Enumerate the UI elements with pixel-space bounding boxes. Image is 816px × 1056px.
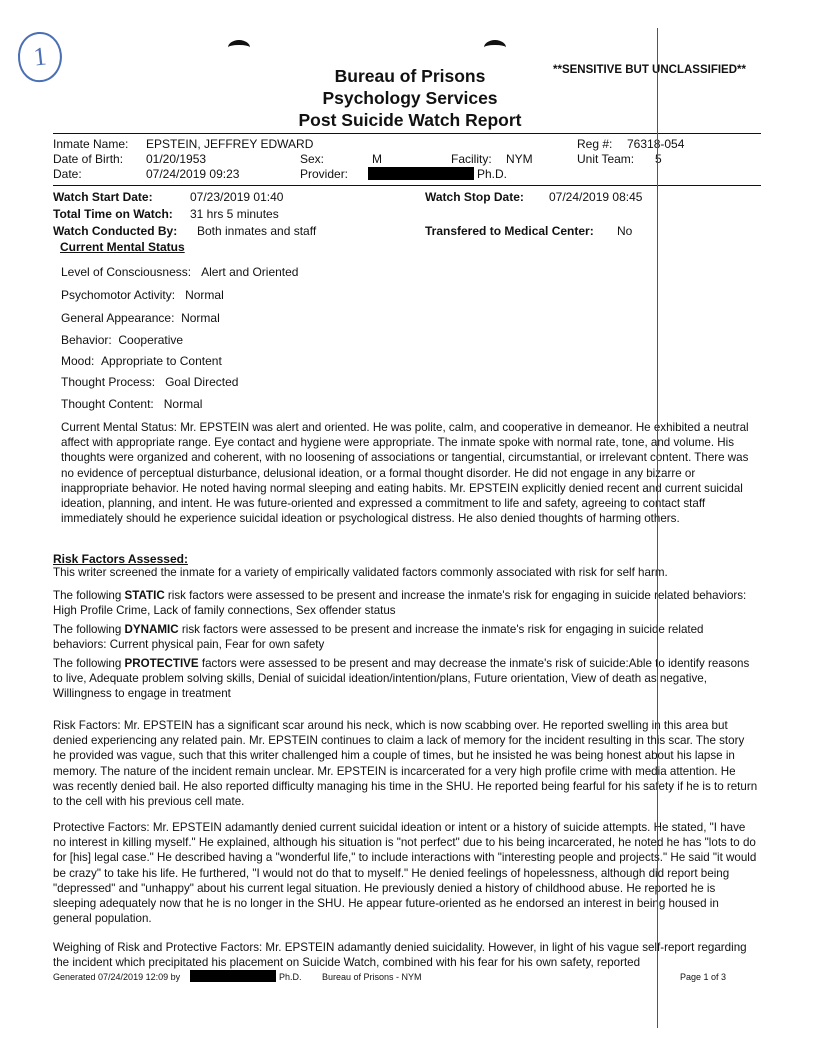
header-report-title: Post Suicide Watch Report <box>298 110 522 130</box>
mse-value: Normal <box>163 397 203 411</box>
facility-value: NYM <box>506 152 533 166</box>
header-agency: Bureau of Prisons <box>334 66 486 86</box>
dob-label: Date of Birth: <box>53 152 124 166</box>
mse-thought-process <box>61 375 238 389</box>
mse-label: Level of Consciousness: <box>61 265 192 279</box>
watch-stop-value: 07/24/2019 08:45 <box>549 190 643 204</box>
watch-start-value: 07/23/2019 01:40 <box>190 190 284 204</box>
footer-credential: Ph.D. <box>279 972 302 982</box>
mse-label: Thought Process: <box>61 375 156 389</box>
classification-banner: **SENSITIVE BUT UNCLASSIFIED** <box>553 64 746 76</box>
dob-value: 01/20/1953 <box>146 152 207 166</box>
protective-list: factors were assessed to be present and may decrease the inmate's risk of suicide:Able to identify reasons to live, Adequate problem solving skills, Denial of suicidal ideation/intention/plans, Future orientation, View of death as negative, Willingness to engage in treatment <box>53 657 750 701</box>
dynamic-pre: The following <box>53 623 125 636</box>
mse-label: General Appearance: <box>61 311 175 325</box>
mse-label: Behavior: <box>61 333 112 347</box>
header-department: Psychology Services <box>322 88 498 108</box>
total-time-label: Total Time on Watch: <box>53 207 173 221</box>
reg-label: Reg #: <box>577 137 613 151</box>
protective-keyword: PROTECTIVE <box>124 657 199 670</box>
protective-pre: The following <box>53 657 125 670</box>
transfer-value: No <box>617 224 633 238</box>
conducted-by-value: Both inmates and staff <box>197 224 317 238</box>
dynamic-keyword: DYNAMIC <box>124 623 179 636</box>
static-list: risk factors were assessed to be present and increase the inmate's risk for engaging in suicide related behaviors: High Profile Crime, Lack of family connections, Sex offender status <box>53 589 747 618</box>
mental-status-narrative: Current Mental Status: Mr. EPSTEIN was alert and oriented. He was polite, calm, and cooperative in demeanor. He exhibited a neutral affect with appropriate range. Eye contact and hygiene were appropriate. The inmate spoke with normal rate, tone, and volume. His thoughts were organized and coherent, with no loosening of associations or tangential, circumstantial, or irrelevant content. There was no evidence of perceptual disturbance, delusional ideation, or a formal thought disorder. He did not engage in any bizarre or inappropriate behavior. He noted having normal sleeping and eating habits. Mr. EPSTEIN explicitly denied recent and current suicidal ideation, planning, and intent. He was future-oriented and expressed a commitment to life and safety, agreeing to contact staff immediately should he experience suicidal ideation or psychological distress. He also denied thoughts of harming others. <box>61 421 749 526</box>
footer-generated: Generated 07/24/2019 12:09 by <box>53 972 181 982</box>
redaction-bar-footer <box>190 970 276 982</box>
unit-team-value: 5 <box>655 152 662 166</box>
inmate-name: EPSTEIN, JEFFREY EDWARD <box>146 137 314 151</box>
mental-status-heading: Current Mental Status <box>60 240 185 254</box>
punch-hole-left <box>228 40 250 55</box>
static-pre: The following <box>53 589 125 602</box>
mse-appearance <box>61 311 220 325</box>
mse-value: Normal <box>185 288 224 302</box>
weighing-paragraph: Weighing of Risk and Protective Factors: Mr. EPSTEIN adamantly denied suicidality. However, in light of his vague self-report regarding the incident which precipitated his placement on Suicide Watch, combined with his fear for his own safety, reported <box>53 941 747 970</box>
risk-intro: This writer screened the inmate for a variety of empirically validated factors commonly associated with risk for self harm. <box>53 566 668 579</box>
mse-value: Goal Directed <box>165 375 239 389</box>
mse-label: Mood: <box>61 354 95 368</box>
inmate-name-label: Inmate Name: <box>53 137 129 151</box>
provider-credential: Ph.D. <box>477 167 508 181</box>
mse-psychomotor <box>61 288 224 302</box>
facility-label: Facility: <box>451 152 492 166</box>
total-time-value: 31 hrs 5 minutes <box>190 207 279 221</box>
info-rule <box>53 185 761 186</box>
provider-label: Provider: <box>300 167 349 181</box>
unit-team-label: Unit Team: <box>577 152 635 166</box>
watch-stop-label: Watch Stop Date: <box>425 190 524 204</box>
footer-page-number: Page 1 of 3 <box>680 972 727 982</box>
sex-value: M <box>372 152 382 166</box>
protective-narrative: Protective Factors: Mr. EPSTEIN adamantly denied current suicidal ideation or intent or a history of suicide attempts. He stated, "I have no interest in killing myself." He explained, although his situation is "not perfect" due to his being incarcerated, he noted he has "lots to do for [his] legal case." He described having a "wonderful life," to include interactions with "interesting people and projects." He said "it would be crazy" to take his life. He furthered, "I would not do that to myself." He denied feelings of hopelessness, although did report being "depressed" and "unhappy" about his current legal situation. He previously denied a history of childhood abuse. He reported he is sleeping adequately now that he is no longer in the SHU. He appear future-oriented as he endorsed an interest in being housed in general population. <box>53 821 757 926</box>
static-factors <box>53 588 759 618</box>
mse-value: Cooperative <box>118 333 184 347</box>
reg-number: 76318-054 <box>627 137 685 151</box>
redaction-bar-provider <box>368 167 474 180</box>
mse-value: Appropriate to Content <box>101 354 222 368</box>
date-label: Date: <box>53 167 82 181</box>
date-value: 07/24/2019 09:23 <box>146 167 240 181</box>
header-rule <box>53 133 761 134</box>
transfer-label: Transfered to Medical Center: <box>425 224 594 238</box>
page-mark-text: 1 <box>31 41 48 72</box>
watch-start-label: Watch Start Date: <box>53 190 153 204</box>
mse-value: Normal <box>181 311 220 325</box>
static-keyword: STATIC <box>124 589 165 602</box>
mse-consciousness <box>61 265 298 279</box>
handwritten-page-mark <box>16 30 65 84</box>
conducted-by-label: Watch Conducted By: <box>53 224 178 238</box>
dynamic-factors <box>53 622 759 652</box>
risk-heading: Risk Factors Assessed: <box>53 552 188 566</box>
protective-factors <box>53 656 759 702</box>
mse-label: Thought Content: <box>61 397 154 411</box>
mse-label: Psychomotor Activity: <box>61 288 176 302</box>
risk-narrative: Risk Factors: Mr. EPSTEIN has a significant scar around his neck, which is now scabbing over. He reported swelling in this area but denied experiencing any related pain. Mr. EPSTEIN continues to claim a lack of memory for the incident resulting in this scar. The story he provided was vague, such that this writer challenged him a couple of times, but he insisted he was being honest about his lapse in memory. The nature of the incident remain unclear. Mr. EPSTEIN is incarcerated for a very high profile crime with media attention. He was recently denied bail. He also reported difficulty managing his time in the SHU. He reported being fearful for his safety if he is to return to the cell with his previous cell mate. <box>53 719 758 809</box>
mse-mood <box>61 354 222 368</box>
mse-thought-content <box>61 397 202 411</box>
mse-behavior <box>61 333 183 347</box>
footer-org: Bureau of Prisons - NYM <box>322 972 422 982</box>
scan-artifact-line <box>657 28 658 1028</box>
dynamic-list: risk factors were assessed to be present and increase the inmate's risk for engaging in suicide related behaviors: Current physical pain, Fear for own safety <box>53 623 704 652</box>
mse-value: Alert and Oriented <box>201 265 299 279</box>
punch-hole-right <box>484 40 506 55</box>
sex-label: Sex: <box>300 152 325 166</box>
